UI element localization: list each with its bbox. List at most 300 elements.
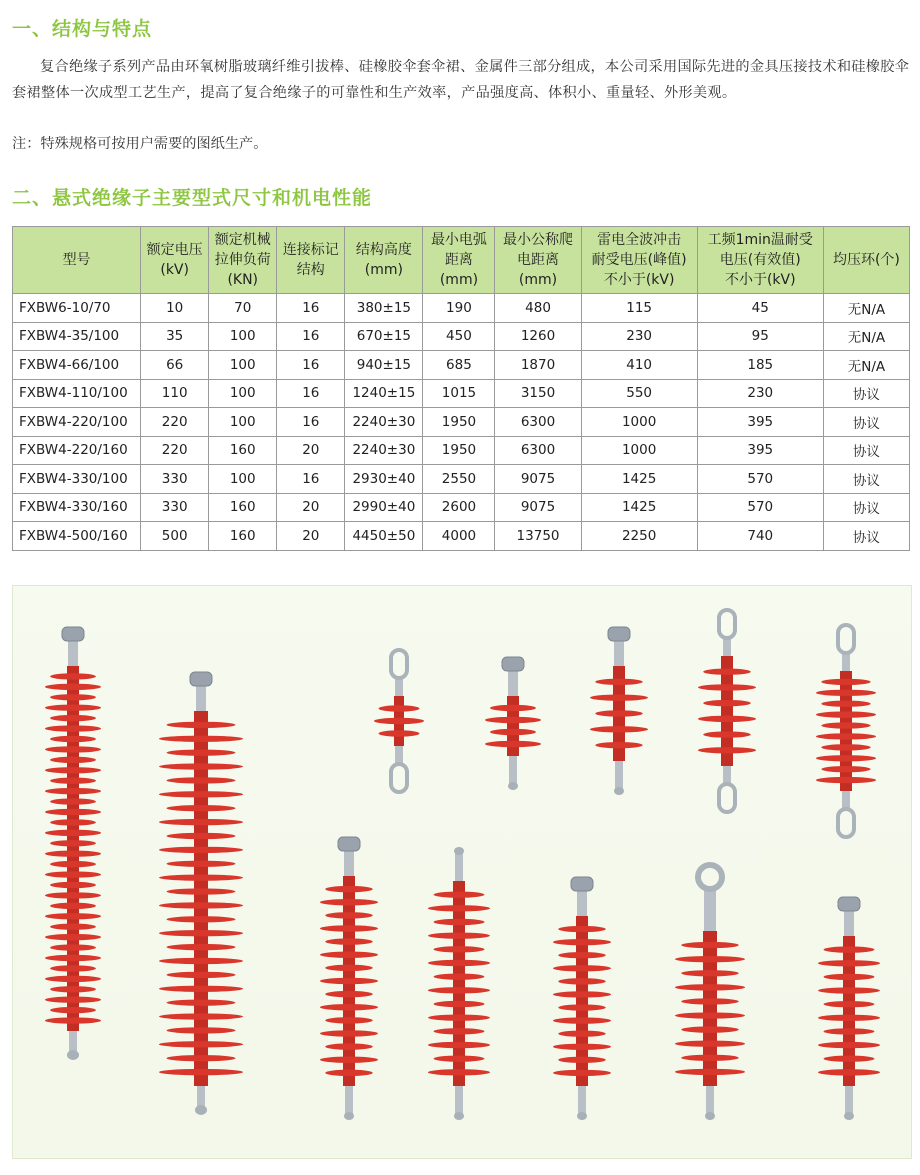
metal-rod	[455, 1086, 463, 1116]
shed	[428, 905, 490, 911]
shed	[320, 978, 378, 984]
shed	[50, 819, 96, 825]
shed	[159, 1069, 243, 1075]
shed	[45, 830, 101, 836]
shed	[45, 997, 101, 1003]
shed	[553, 991, 611, 997]
shed	[703, 669, 751, 675]
shed	[325, 1043, 373, 1049]
shed	[50, 757, 96, 763]
rod-end	[508, 782, 518, 790]
shed	[167, 1027, 236, 1033]
shed	[428, 1042, 490, 1048]
table-cell: 450	[423, 322, 495, 351]
shed	[434, 1055, 485, 1061]
shed	[595, 679, 643, 685]
shed	[485, 741, 541, 747]
shed	[821, 701, 870, 707]
table-cell: 670±15	[345, 322, 423, 351]
col-header-lightning: 雷电全波冲击 耐受电压(峰值) 不小于(kV)	[581, 227, 697, 294]
table-cell: 100	[209, 465, 277, 494]
shed	[167, 972, 236, 978]
table-cell: FXBW4-220/100	[13, 408, 141, 437]
table-cell: 395	[697, 408, 823, 437]
shed	[816, 690, 876, 696]
table-cell: 550	[581, 379, 697, 408]
table-cell: 9075	[495, 465, 581, 494]
shed	[553, 1044, 611, 1050]
table-row	[13, 379, 910, 408]
shed	[434, 1001, 485, 1007]
shed	[50, 715, 96, 721]
table-cell: FXBW4-110/100	[13, 379, 141, 408]
table-row	[13, 294, 910, 323]
shed	[681, 1055, 738, 1061]
shed	[816, 755, 876, 761]
table-cell: 220	[141, 408, 209, 437]
shed	[490, 705, 536, 711]
table-cell: 410	[581, 351, 697, 380]
shed	[428, 1069, 490, 1075]
shed	[159, 958, 243, 964]
shed	[167, 833, 236, 839]
table-cell: FXBW4-330/160	[13, 493, 141, 522]
table-cell: 940±15	[345, 351, 423, 380]
table-cell: 330	[141, 465, 209, 494]
eye-end	[391, 650, 407, 678]
shed	[698, 684, 756, 690]
shed	[818, 1042, 880, 1048]
table-cell: 35	[141, 322, 209, 351]
shed	[167, 722, 236, 728]
rod-end	[577, 1112, 587, 1120]
metal-rod	[723, 638, 731, 656]
shed	[320, 952, 378, 958]
shed	[681, 1026, 738, 1032]
shed	[167, 777, 236, 783]
table-cell: 115	[581, 294, 697, 323]
shed	[558, 1030, 606, 1036]
table-cell: 20	[277, 493, 345, 522]
table-cell: 13750	[495, 522, 581, 551]
shed	[818, 1015, 880, 1021]
shed	[821, 766, 870, 772]
col-header-model: 型号	[13, 227, 141, 294]
metal-rod	[704, 887, 716, 931]
shed	[50, 694, 96, 700]
col-header-load: 额定机械 拉伸负荷 (KN)	[209, 227, 277, 294]
shed	[45, 955, 101, 961]
table-cell: 570	[697, 493, 823, 522]
table-cell: 协议	[823, 493, 909, 522]
table-cell: 66	[141, 351, 209, 380]
shed	[167, 944, 236, 950]
shed	[325, 1070, 373, 1076]
table-cell: 6300	[495, 436, 581, 465]
table-row	[13, 465, 910, 494]
table-cell: 2550	[423, 465, 495, 494]
shed	[816, 711, 876, 717]
shed	[675, 1041, 745, 1047]
table-cell: 1260	[495, 322, 581, 351]
table-cell: 3150	[495, 379, 581, 408]
table-cell: 160	[209, 522, 277, 551]
col-header-height: 结构高度 (mm)	[345, 227, 423, 294]
shed	[703, 700, 751, 706]
shed	[320, 1004, 378, 1010]
shed	[595, 742, 643, 748]
metal-rod	[395, 746, 403, 764]
table-cell: 1870	[495, 351, 581, 380]
shed	[45, 976, 101, 982]
table-cell: 740	[697, 522, 823, 551]
shed	[434, 973, 485, 979]
table-cell: 185	[697, 351, 823, 380]
rod-end	[844, 1112, 854, 1120]
table-cell: FXBW4-220/160	[13, 436, 141, 465]
ball-end	[67, 1050, 79, 1060]
shed	[553, 965, 611, 971]
table-cell: 协议	[823, 522, 909, 551]
ball-end	[195, 1105, 207, 1115]
eye-end	[838, 625, 854, 653]
table-cell: 500	[141, 522, 209, 551]
rod-end	[454, 847, 464, 855]
shed	[490, 729, 536, 735]
shed	[159, 791, 243, 797]
shed	[428, 960, 490, 966]
shed	[675, 984, 745, 990]
col-header-connection: 连接标记 结构	[277, 227, 345, 294]
shed	[167, 916, 236, 922]
table-cell: 16	[277, 408, 345, 437]
shed	[167, 749, 236, 755]
table-row	[13, 351, 910, 380]
shed	[553, 1070, 611, 1076]
shed	[45, 892, 101, 898]
table-cell: 1000	[581, 408, 697, 437]
shed	[675, 1069, 745, 1075]
metal-rod	[455, 851, 463, 881]
table-cell: 16	[277, 379, 345, 408]
shed	[818, 1069, 880, 1075]
shed	[50, 736, 96, 742]
table-cell: 1240±15	[345, 379, 423, 408]
table-cell: 20	[277, 436, 345, 465]
table-row	[13, 436, 910, 465]
table-cell: 220	[141, 436, 209, 465]
table-cell: 1425	[581, 465, 697, 494]
silicone-core	[840, 671, 852, 791]
section-title-specs: 二、悬式绝缘子主要型式尺寸和机电性能	[12, 187, 373, 209]
table-cell: 1015	[423, 379, 495, 408]
shed	[50, 778, 96, 784]
shed	[325, 965, 373, 971]
table-cell: FXBW4-35/100	[13, 322, 141, 351]
shed	[485, 717, 541, 723]
shed	[325, 912, 373, 918]
shed	[159, 902, 243, 908]
shed	[320, 1030, 378, 1036]
table-cell: 协议	[823, 379, 909, 408]
shed	[558, 926, 606, 932]
shed	[159, 736, 243, 742]
metal-rod	[614, 640, 624, 666]
shed	[45, 705, 101, 711]
shed	[45, 767, 101, 773]
shed	[428, 932, 490, 938]
shed	[45, 934, 101, 940]
silicone-core	[703, 931, 717, 1086]
table-cell: 190	[423, 294, 495, 323]
shed	[45, 809, 101, 815]
shed	[167, 888, 236, 894]
shed	[50, 882, 96, 888]
shed	[824, 1028, 875, 1034]
table-cell: FXBW6-10/70	[13, 294, 141, 323]
shed	[45, 913, 101, 919]
table-cell: FXBW4-500/160	[13, 522, 141, 551]
shed	[325, 886, 373, 892]
shed	[50, 986, 96, 992]
col-header-voltage: 额定电压 (kV)	[141, 227, 209, 294]
shed	[553, 1017, 611, 1023]
metal-rod	[69, 1031, 77, 1051]
shed	[159, 819, 243, 825]
socket-cap	[571, 877, 593, 891]
shed	[50, 944, 96, 950]
shed	[434, 1028, 485, 1034]
metal-rod	[345, 1086, 353, 1116]
shed	[167, 1055, 236, 1061]
shed	[45, 871, 101, 877]
table-cell: 16	[277, 351, 345, 380]
metal-rod	[508, 670, 518, 696]
table-cell: FXBW4-66/100	[13, 351, 141, 380]
shed	[167, 999, 236, 1005]
shed	[816, 733, 876, 739]
col-header-power-freq: 工频1min温耐受 电压(有效值) 不小于(kV)	[697, 227, 823, 294]
shed	[320, 899, 378, 905]
shed	[818, 987, 880, 993]
rod-end	[614, 787, 624, 795]
shed	[816, 777, 876, 783]
shed	[595, 710, 643, 716]
table-cell: 100	[209, 322, 277, 351]
table-cell: 16	[277, 322, 345, 351]
spec-table	[12, 226, 910, 551]
shed	[428, 1014, 490, 1020]
shed	[159, 847, 243, 853]
shed	[590, 694, 648, 700]
table-header-row	[13, 227, 910, 294]
shed	[45, 746, 101, 752]
shed	[45, 684, 101, 690]
socket-cap	[62, 627, 84, 641]
shed	[325, 1017, 373, 1023]
table-cell: 9075	[495, 493, 581, 522]
table-cell: 230	[697, 379, 823, 408]
table-cell: 2600	[423, 493, 495, 522]
shed	[50, 673, 96, 679]
table-cell: 20	[277, 522, 345, 551]
metal-rod	[845, 1086, 853, 1116]
shed	[159, 986, 243, 992]
table-cell: 2240±30	[345, 436, 423, 465]
table-cell: 230	[581, 322, 697, 351]
shed	[167, 805, 236, 811]
shed	[325, 991, 373, 997]
ring-end	[698, 865, 722, 889]
shed	[50, 903, 96, 909]
metal-rod	[844, 910, 854, 936]
table-cell: 无N/A	[823, 322, 909, 351]
shed	[50, 965, 96, 971]
socket-cap	[838, 897, 860, 911]
table-cell: 2930±40	[345, 465, 423, 494]
shed	[45, 1017, 101, 1023]
table-cell: 685	[423, 351, 495, 380]
shed	[45, 725, 101, 731]
silicone-core	[843, 936, 855, 1086]
shed	[45, 851, 101, 857]
shed	[434, 891, 485, 897]
table-row	[13, 408, 910, 437]
shed	[698, 747, 756, 753]
table-cell: 480	[495, 294, 581, 323]
shed	[50, 861, 96, 867]
col-header-grading-ring: 均压环(个)	[823, 227, 909, 294]
table-cell: FXBW4-330/100	[13, 465, 141, 494]
table-cell: 380±15	[345, 294, 423, 323]
shed	[681, 998, 738, 1004]
shed	[167, 861, 236, 867]
socket-cap	[190, 672, 212, 686]
metal-rod	[723, 766, 731, 784]
shed	[824, 1056, 875, 1062]
shed	[703, 731, 751, 737]
table-cell: 1425	[581, 493, 697, 522]
silicone-core	[453, 881, 465, 1086]
table-cell: 16	[277, 465, 345, 494]
table-cell: 100	[209, 351, 277, 380]
eye-end	[391, 764, 407, 792]
table-cell: 无N/A	[823, 351, 909, 380]
shed	[821, 744, 870, 750]
metal-rod	[578, 1086, 586, 1116]
metal-rod	[706, 1086, 714, 1116]
shed	[159, 930, 243, 936]
metal-rod	[509, 756, 517, 786]
metal-rod	[196, 685, 206, 711]
table-cell: 4450±50	[345, 522, 423, 551]
shed	[698, 716, 756, 722]
table-cell: 1950	[423, 408, 495, 437]
table-cell: 160	[209, 493, 277, 522]
shed	[379, 730, 420, 736]
table-cell: 2250	[581, 522, 697, 551]
shed	[681, 970, 738, 976]
shed	[159, 763, 243, 769]
table-cell: 协议	[823, 408, 909, 437]
metal-rod	[197, 1086, 205, 1106]
table-cell: 4000	[423, 522, 495, 551]
metal-rod	[344, 850, 354, 876]
shed	[50, 840, 96, 846]
table-cell: 95	[697, 322, 823, 351]
shed	[824, 974, 875, 980]
shed	[558, 952, 606, 958]
shed	[824, 1001, 875, 1007]
product-photo	[12, 585, 912, 1159]
eye-end	[838, 809, 854, 837]
shed	[320, 1057, 378, 1063]
table-cell: 110	[141, 379, 209, 408]
shed	[50, 1007, 96, 1013]
rod-end	[705, 1112, 715, 1120]
note-text: 注：特殊规格可按用户需要的图纸生产。	[12, 136, 268, 152]
table-cell: 395	[697, 436, 823, 465]
col-header-arc: 最小电弧 距离 (mm)	[423, 227, 495, 294]
socket-cap	[608, 627, 630, 641]
table-cell: 100	[209, 379, 277, 408]
table-cell: 570	[697, 465, 823, 494]
table-cell: 2240±30	[345, 408, 423, 437]
shed	[821, 679, 870, 685]
eye-end	[719, 784, 735, 812]
table-row	[13, 322, 910, 351]
metal-rod	[577, 890, 587, 916]
rod-end	[454, 1112, 464, 1120]
shed	[45, 788, 101, 794]
shed	[818, 960, 880, 966]
socket-cap	[502, 657, 524, 671]
shed	[675, 956, 745, 962]
col-header-creepage: 最小公称爬 电距离 (mm)	[495, 227, 581, 294]
shed	[50, 798, 96, 804]
shed	[558, 1004, 606, 1010]
shed	[821, 722, 870, 728]
metal-rod	[68, 640, 78, 666]
shed	[681, 942, 738, 948]
table-cell: 10	[141, 294, 209, 323]
metal-rod	[615, 761, 623, 791]
shed	[159, 874, 243, 880]
table-cell: 100	[209, 408, 277, 437]
shed	[428, 987, 490, 993]
insulators-illustration	[13, 586, 911, 1158]
shed	[558, 978, 606, 984]
table-cell: 330	[141, 493, 209, 522]
table-cell: 160	[209, 436, 277, 465]
table-cell: 2990±40	[345, 493, 423, 522]
shed	[320, 925, 378, 931]
metal-rod	[842, 653, 850, 671]
shed	[50, 924, 96, 930]
shed	[374, 718, 424, 724]
shed	[553, 939, 611, 945]
table-cell: 无N/A	[823, 294, 909, 323]
shed	[325, 938, 373, 944]
shed	[159, 1041, 243, 1047]
rod-end	[344, 1112, 354, 1120]
shed	[558, 1057, 606, 1063]
metal-rod	[395, 678, 403, 696]
table-row	[13, 522, 910, 551]
table-cell: 70	[209, 294, 277, 323]
shed	[159, 1013, 243, 1019]
socket-cap	[338, 837, 360, 851]
